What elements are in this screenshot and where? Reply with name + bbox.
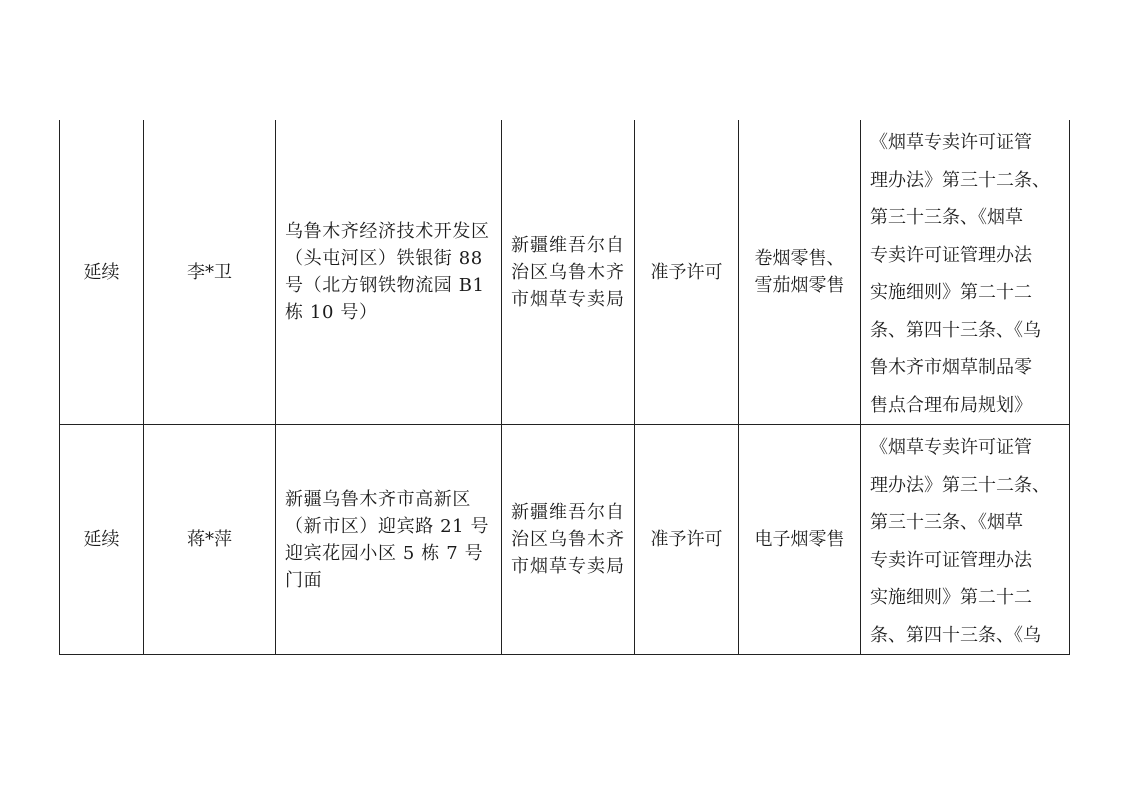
permit-table	[59, 120, 1070, 655]
authority-cell: 新疆维吾尔自治区乌鲁木齐市烟草专卖局	[502, 120, 635, 425]
basis-line: 条、第四十三条、《乌	[870, 319, 1041, 341]
authority-cell: 新疆维吾尔自治区乌鲁木齐市烟草专卖局	[502, 425, 635, 655]
basis-line: 实施细则》第二十二	[870, 282, 1032, 303]
business-scope-cell	[739, 120, 861, 425]
permit-type-cell: 延续	[60, 425, 144, 655]
basis-line: 第三十三条、《烟草	[870, 207, 1023, 228]
scope-line: 卷烟零售、	[754, 248, 845, 269]
applicant-name-cell: 李*卫	[144, 120, 276, 425]
table-row	[60, 425, 1070, 655]
decision-cell: 准予许可	[635, 120, 739, 425]
legal-basis-cell	[861, 120, 1070, 425]
decision-cell: 准予许可	[635, 425, 739, 655]
basis-line: 专卖许可证管理办法	[870, 244, 1032, 266]
table-row	[60, 120, 1070, 425]
basis-line: 鲁木齐市烟草制品零	[870, 357, 1032, 378]
address-cell: 乌鲁木齐经济技术开发区（头屯河区）铁银街 88 号（北方钢铁物流园 B1 栋 10 号）	[276, 120, 502, 425]
legal-basis-cell	[861, 425, 1070, 655]
business-scope-cell	[739, 425, 861, 655]
basis-line: 《烟草专卖许可证管	[870, 132, 1032, 153]
applicant-name-cell: 蒋*萍	[144, 425, 276, 655]
basis-line: 专卖许可证管理办法	[870, 549, 1032, 571]
basis-line: 理办法》第三十二条、	[870, 474, 1050, 496]
permit-type-cell: 延续	[60, 120, 144, 425]
scope-line: 电子烟零售	[754, 529, 845, 550]
address-cell: 新疆乌鲁木齐市高新区（新市区）迎宾路 21 号迎宾花园小区 5 栋 7 号门面	[276, 425, 502, 655]
basis-line: 《烟草专卖许可证管	[870, 437, 1032, 458]
basis-line: 实施细则》第二十二	[870, 587, 1032, 608]
basis-line: 理办法》第三十二条、	[870, 169, 1050, 191]
basis-line: 条、第四十三条、《乌	[870, 624, 1041, 646]
scope-line: 雪茄烟零售	[754, 275, 845, 296]
basis-line: 第三十三条、《烟草	[870, 512, 1023, 533]
basis-line: 售点合理布局规划》	[870, 394, 1032, 416]
